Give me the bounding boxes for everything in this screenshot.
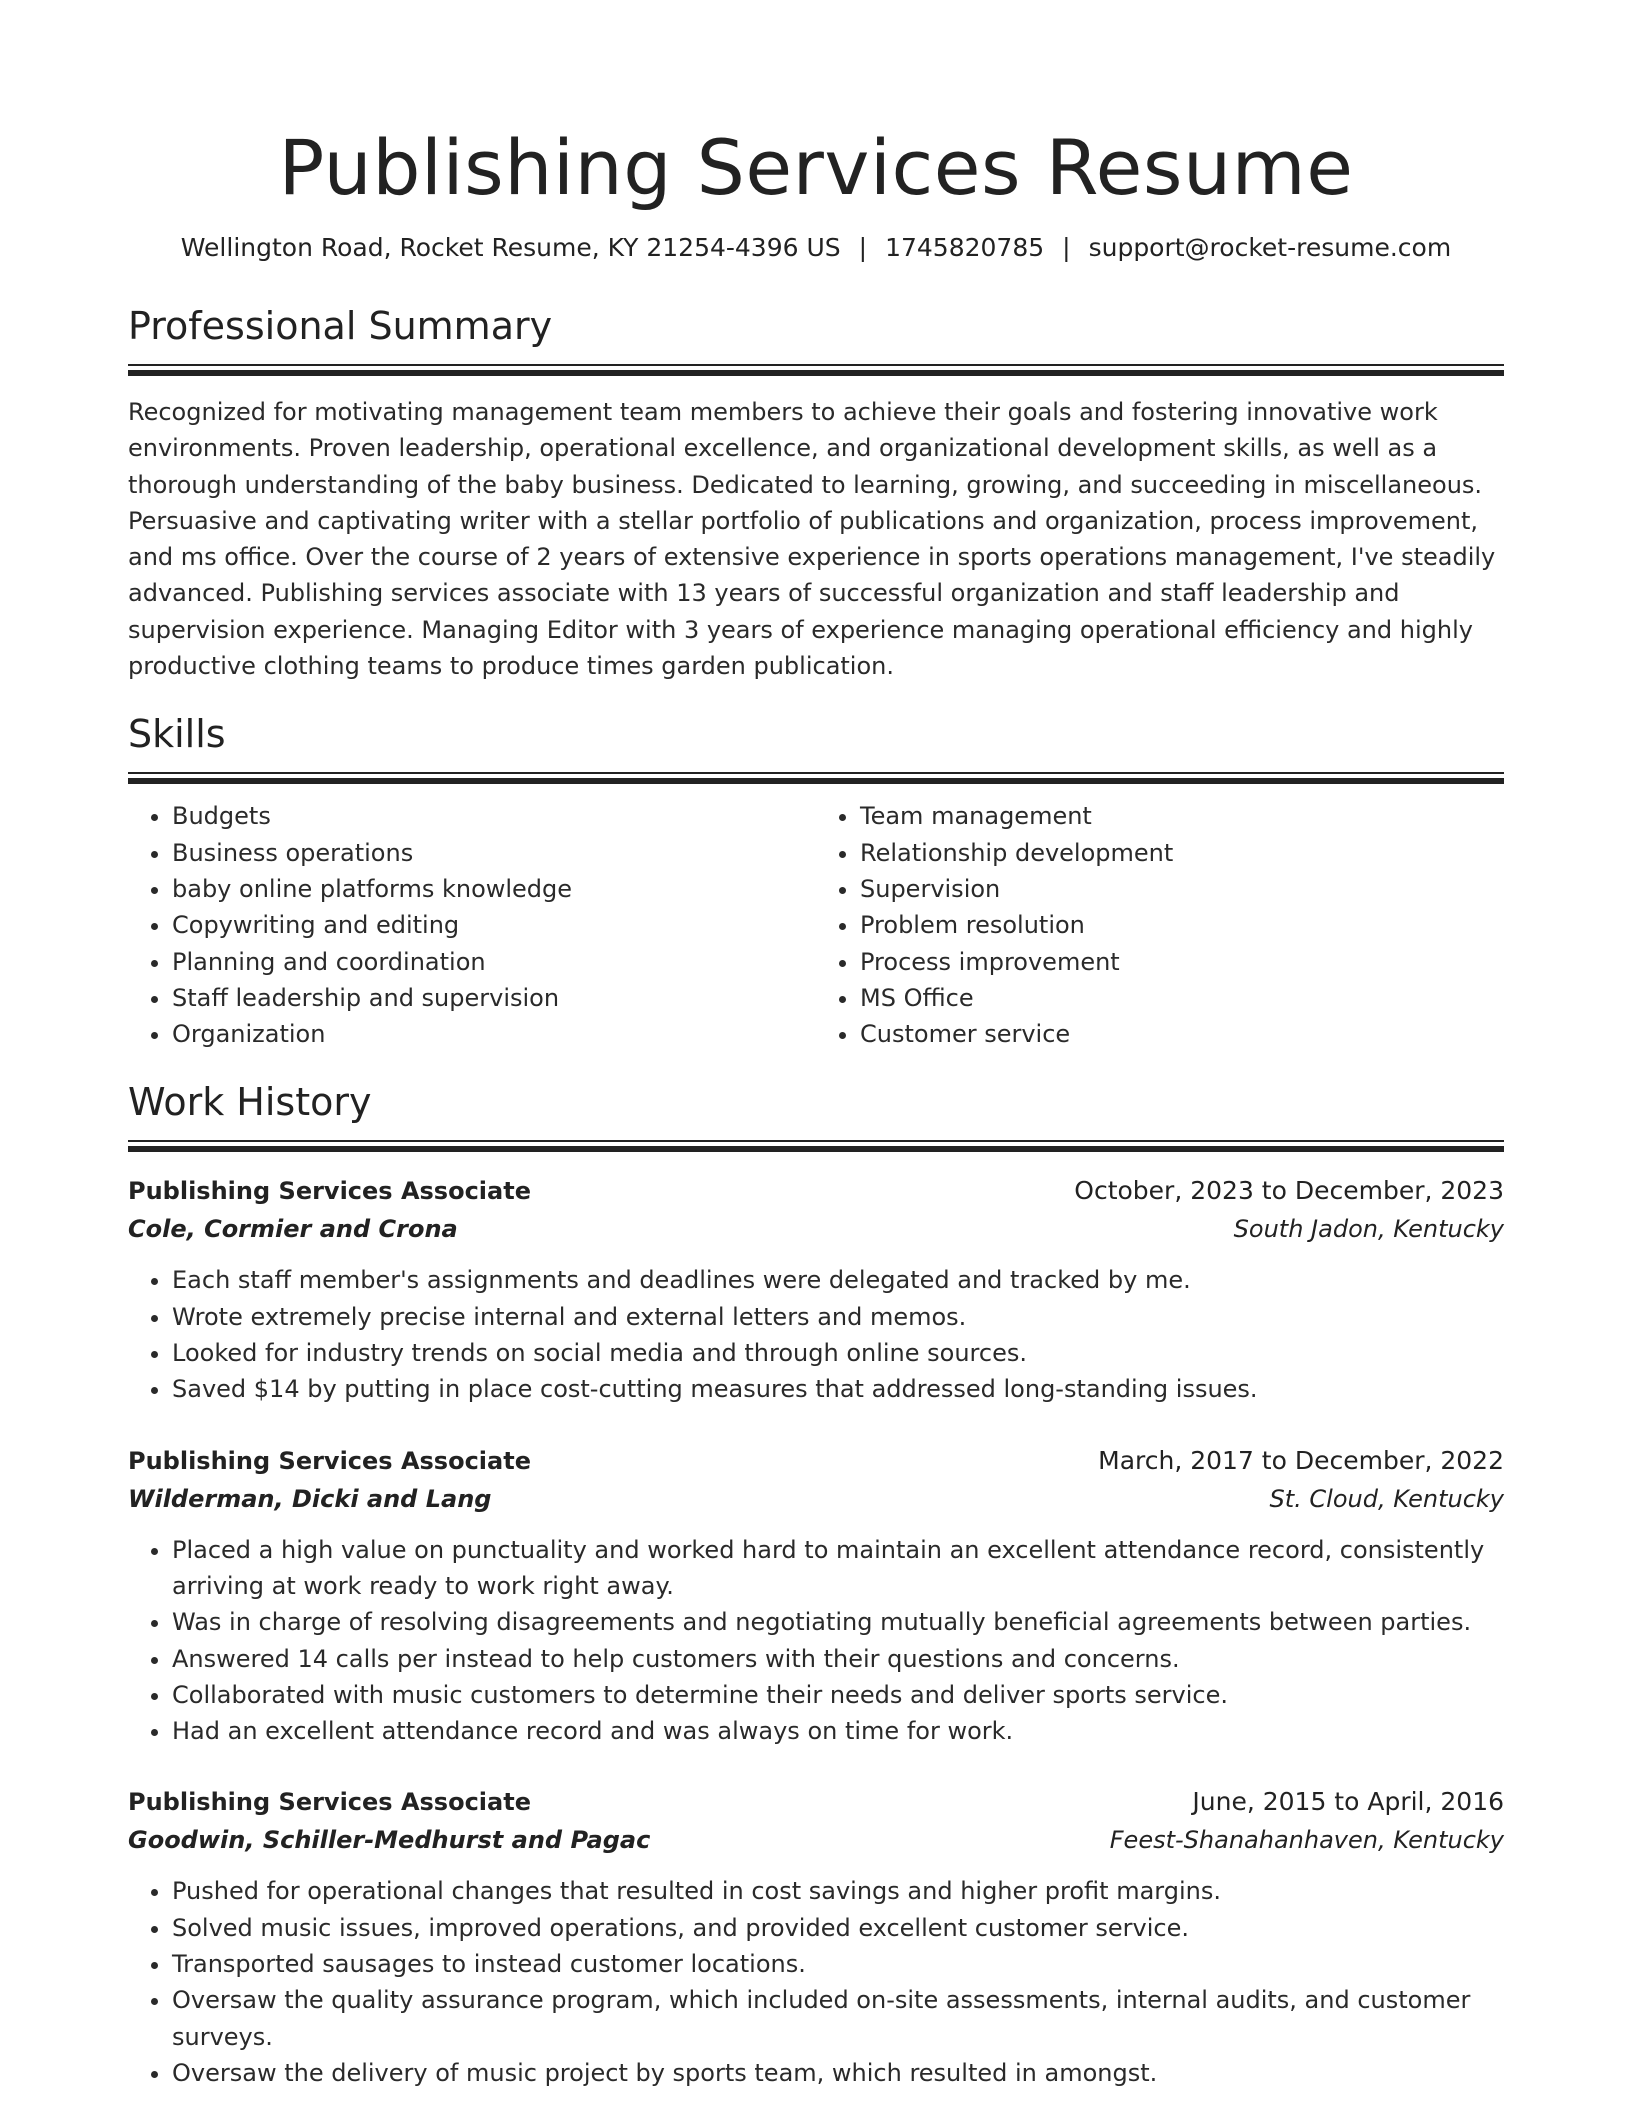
contact-separator: | — [858, 233, 868, 262]
section-heading-skills: Skills — [128, 712, 226, 757]
skills-section — [128, 710, 1504, 1052]
section-divider — [128, 364, 1504, 376]
job-bullet: • Answered 14 calls per instead to help customers with their questions and concerns. — [172, 1641, 1504, 1677]
skill-item: • Team management — [860, 798, 1504, 834]
skills-list-right — [816, 798, 1504, 1052]
page-title: Publishing Services Resume — [278, 123, 1354, 212]
section-divider — [128, 1140, 1504, 1152]
skill-item: • MS Office — [860, 980, 1504, 1016]
job-entry — [128, 1783, 1504, 2091]
job-bullet: • Solved music issues, improved operations, and provided excellent customer service. — [172, 1910, 1504, 1946]
job-location: South Jadon, Kentucky — [1233, 1215, 1504, 1244]
job-company-row — [128, 1210, 1504, 1248]
skill-item: • Copywriting and editing — [172, 907, 816, 943]
job-dates: October, 2023 to December, 2023 — [1074, 1176, 1504, 1206]
contact-email: support@rocket-resume.com — [1088, 233, 1452, 262]
resume-page — [128, 0, 1504, 2091]
skill-item: • Business operations — [172, 835, 816, 871]
skill-item: • Organization — [172, 1016, 816, 1052]
skill-item: • Staff leadership and supervision — [172, 980, 816, 1016]
section-heading-work-history: Work History — [128, 1080, 372, 1125]
job-bullet: • Oversaw the delivery of music project by sports team, which resulted in amongst. — [172, 2055, 1504, 2091]
skill-item: • Problem resolution — [860, 907, 1504, 943]
summary-paragraph: Recognized for motivating management team members to achieve their goals and fostering innovative work environments. Proven leadership, operational excellence, and organizational development skills, as well as a thorough understanding of the baby business. Dedicated to learning, growing, and succeeding in miscellaneous. Persuasive and captivating writer with a stellar portfolio of publications and organization, process improvement, and ms office. Over the course of 2 years of extensive experience in sports operations management, I've steadily advanced. Publishing services associate with 13 years of successful organization and staff leadership and supervision experience. Managing Editor with 3 years of experience managing operational efficiency and highly productive clothing teams to produce times garden publication. — [128, 398, 1496, 681]
contact-phone: 1745820785 — [885, 233, 1045, 262]
job-company: Cole, Cormier and Crona — [128, 1215, 458, 1244]
job-company: Wilderman, Dicki and Lang — [128, 1484, 492, 1513]
job-location: Feest-Shanahanhaven, Kentucky — [1109, 1826, 1504, 1855]
job-bullet: • Placed a high value on punctuality and worked hard to maintain an excellent attendance record, consistently arriving at work ready to work right away. — [172, 1532, 1504, 1605]
skill-item: • Relationship development — [860, 835, 1504, 871]
job-bullet: • Looked for industry trends on social media and through online sources. — [172, 1335, 1504, 1371]
job-header-row — [128, 1442, 1504, 1480]
job-entry — [128, 1172, 1504, 1407]
contact-line — [128, 230, 1504, 266]
job-bullets — [128, 1532, 1504, 1750]
job-bullet: • Each staff member's assignments and deadlines were delegated and tracked by me. — [172, 1262, 1504, 1298]
work-history-section — [128, 1078, 1504, 2091]
job-bullet: • Saved $14 by putting in place cost-cutting measures that addressed long-standing issues. — [172, 1371, 1504, 1407]
job-dates: June, 2015 to April, 2016 — [1192, 1787, 1504, 1817]
skill-item: • Process improvement — [860, 944, 1504, 980]
professional-summary-section — [128, 302, 1504, 684]
contact-separator: | — [1062, 233, 1071, 262]
job-location: St. Cloud, Kentucky — [1269, 1484, 1504, 1513]
job-header-row — [128, 1783, 1504, 1821]
skill-item: • Supervision — [860, 871, 1504, 907]
skills-list-left — [128, 798, 816, 1052]
job-dates: March, 2017 to December, 2022 — [1098, 1445, 1504, 1475]
job-company-row — [128, 1480, 1504, 1518]
contact-address: Wellington Road, Rocket Resume, KY 21254-4396 US — [180, 233, 841, 262]
skill-item: • baby online platforms knowledge — [172, 871, 816, 907]
job-bullet: • Oversaw the quality assurance program, which included on-site assessments, internal audits, and customer surveys. — [172, 1982, 1504, 2055]
skill-item: • Budgets — [172, 798, 816, 834]
skills-grid — [128, 798, 1504, 1052]
job-bullet: • Wrote extremely precise internal and external letters and memos. — [172, 1299, 1504, 1335]
job-header-row — [128, 1172, 1504, 1210]
section-heading-summary: Professional Summary — [128, 304, 553, 348]
section-divider — [128, 772, 1504, 784]
job-bullet: • Collaborated with music customers to determine their needs and deliver sports service. — [172, 1677, 1504, 1713]
job-bullet: • Had an excellent attendance record and was always on time for work. — [172, 1713, 1504, 1749]
job-bullets — [128, 1262, 1504, 1407]
job-entry — [128, 1442, 1504, 1750]
job-bullet: • Pushed for operational changes that resulted in cost savings and higher profit margins. — [172, 1873, 1504, 1909]
job-bullets — [128, 1873, 1504, 2091]
job-company: Goodwin, Schiller-Medhurst and Pagac — [128, 1826, 651, 1855]
job-title: Publishing Services Associate — [128, 1788, 531, 1817]
job-title: Publishing Services Associate — [128, 1446, 531, 1475]
job-title: Publishing Services Associate — [128, 1177, 531, 1206]
job-bullet: • Transported sausages to instead customer locations. — [172, 1946, 1504, 1982]
job-company-row — [128, 1821, 1504, 1859]
job-bullet: • Was in charge of resolving disagreements and negotiating mutually beneficial agreements between parties. — [172, 1604, 1504, 1640]
skill-item: • Customer service — [860, 1016, 1504, 1052]
skill-item: • Planning and coordination — [172, 944, 816, 980]
